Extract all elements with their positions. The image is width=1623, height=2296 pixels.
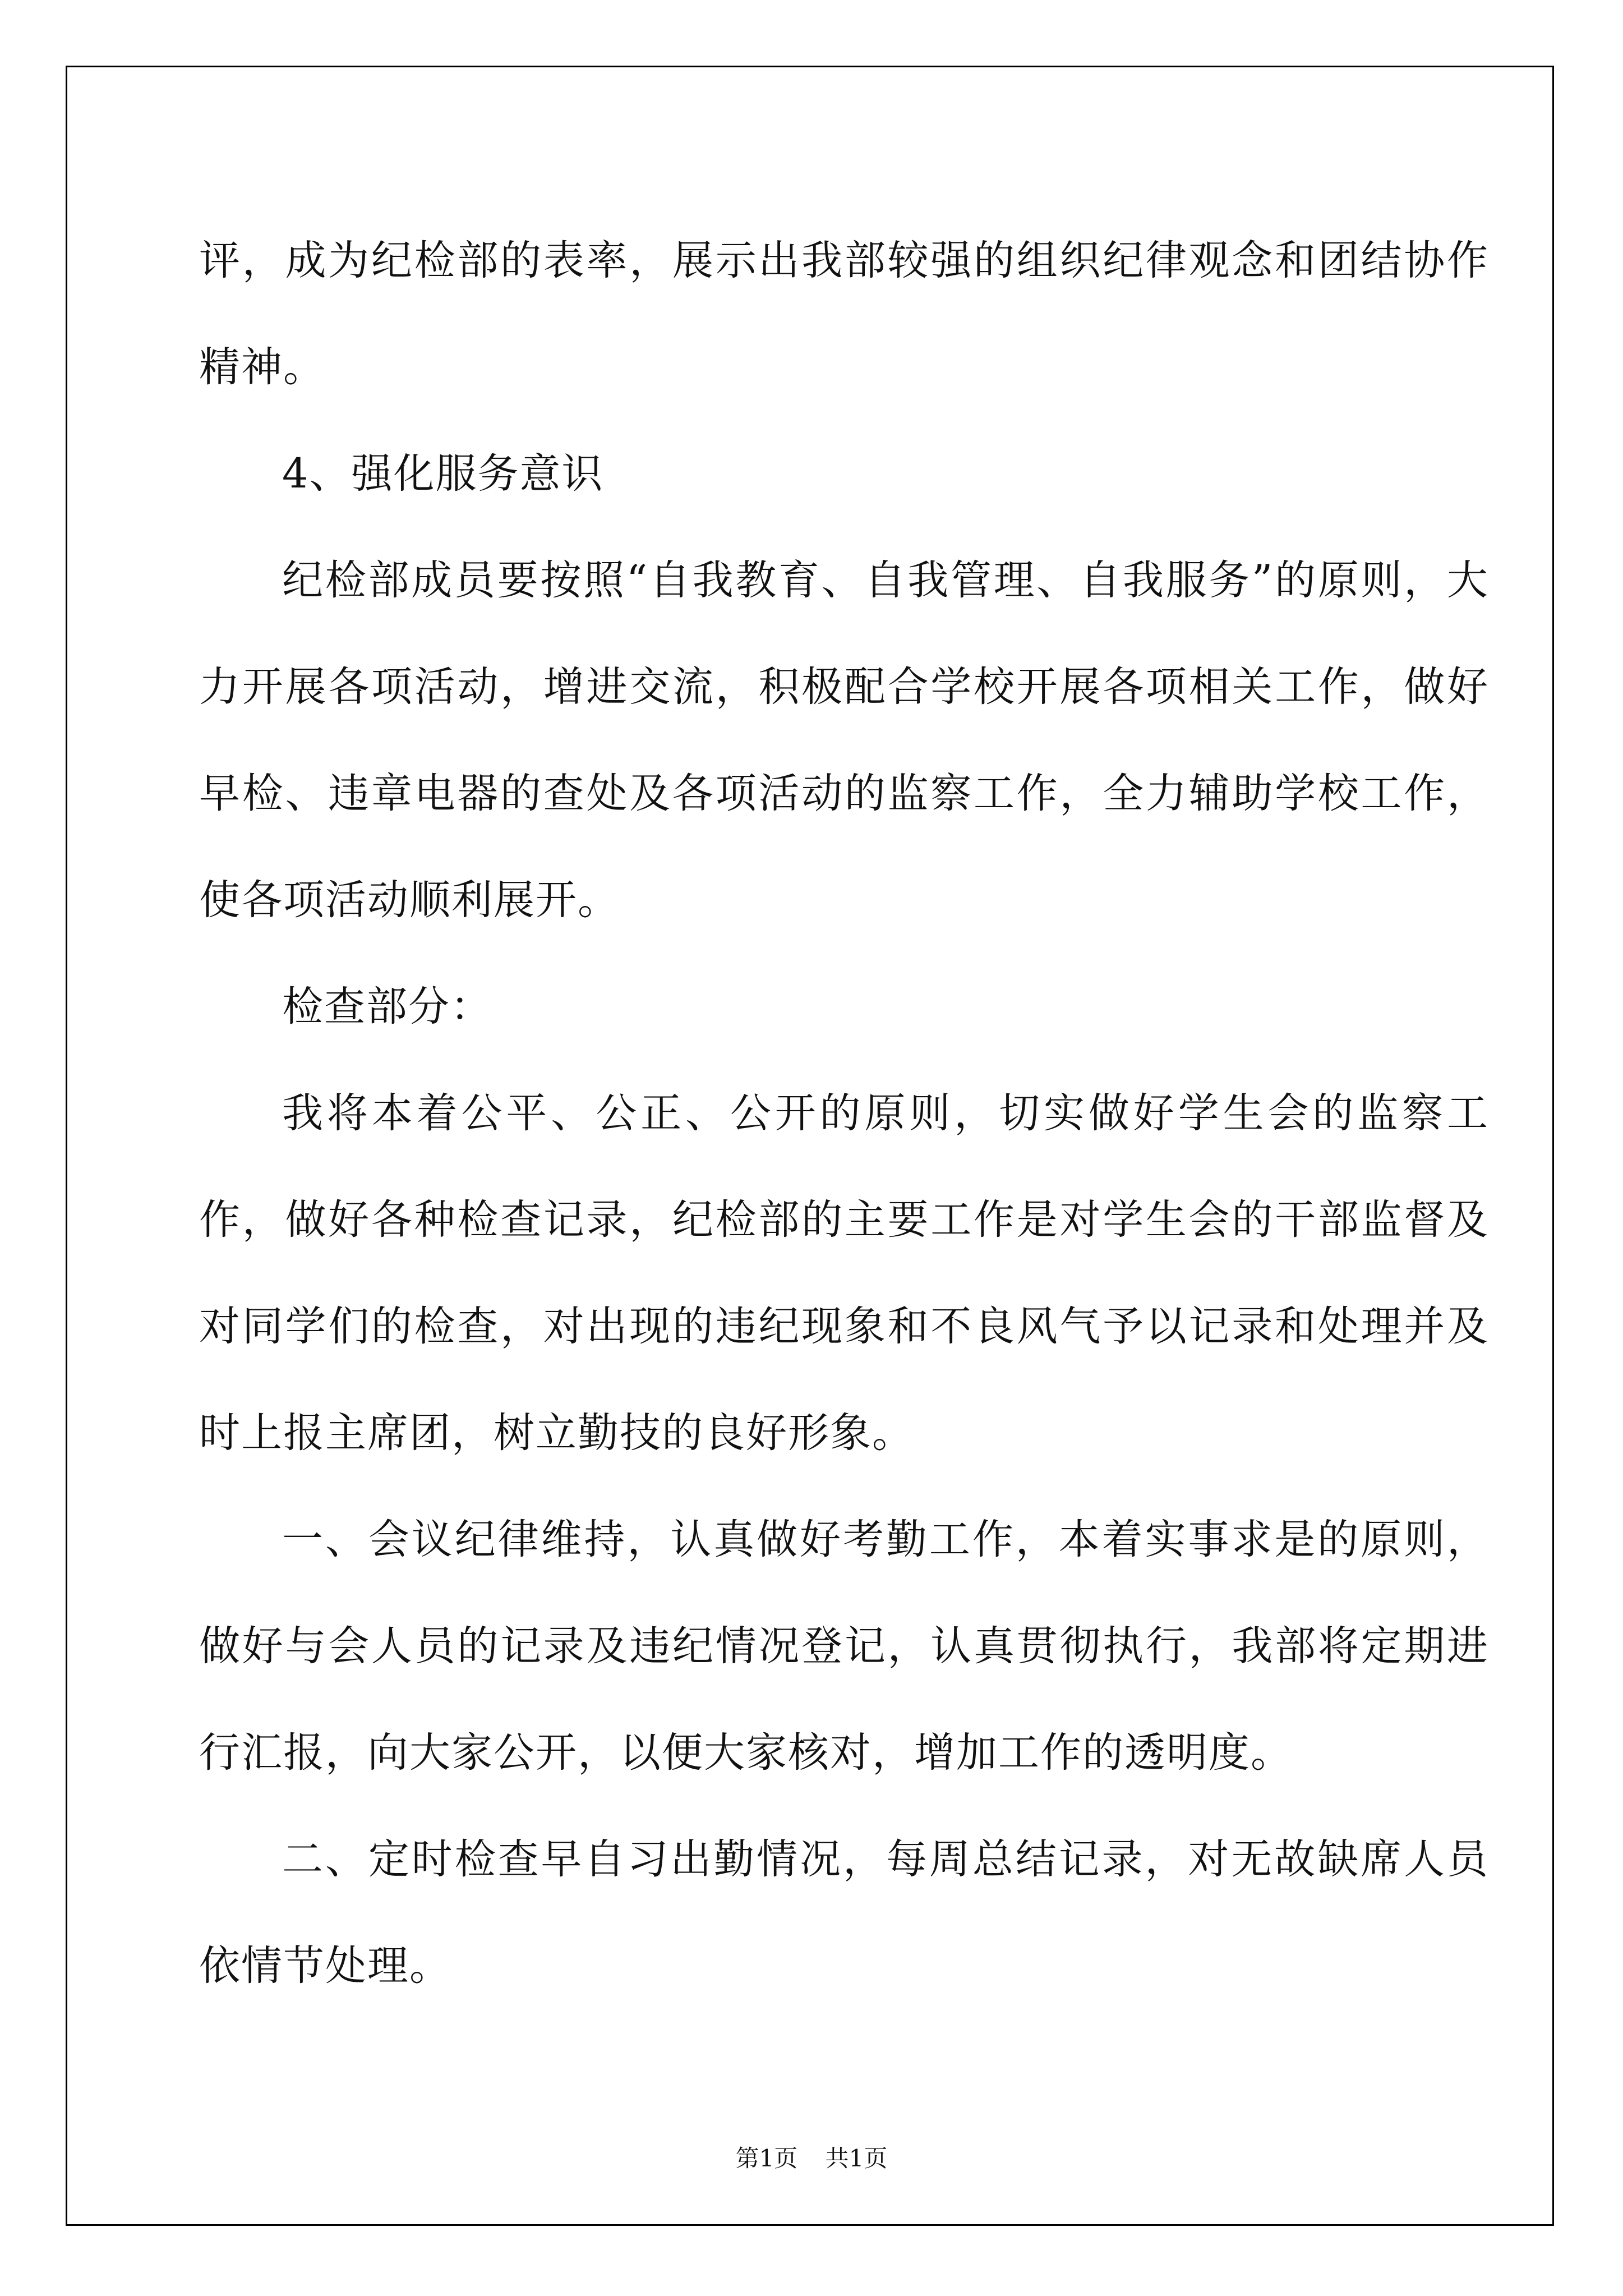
page-total: 共1页 <box>825 2145 888 2172</box>
paragraph-5: 我将本着公平、公正、公开的原则，切实做好学生会的监察工作，做好各种检查记录，纪检部的主要工作是对学生会的干部监督及对同学们的检查，对出现的违纪现象和不良风气予以记录和处理并及时上报主席团，树立勤技的良好形象。 <box>199 1089 1489 1457</box>
paragraph-7: 二、定时检查早自习出勤情况，每周总结记录，对无故缺席人员依情节处理。 <box>199 1835 1489 1990</box>
page-number: 第1页 <box>735 2145 798 2172</box>
paragraph-2: 4、强化服务意识 <box>282 450 604 498</box>
paragraph-1: 评，成为纪检部的表率，展示出我部较强的组织纪律观念和团结协作精神。 <box>199 237 1489 391</box>
page-footer <box>0 2140 1623 2174</box>
paragraph-3: 纪检部成员要按照“自我教育、自我管理、自我服务”的原则，大力开展各项活动，增进交流，积极配合学校开展各项相关工作，做好早检、违章电器的查处及各项活动的监察工作，全力辅助学校工作，使各项活动顺利展开。 <box>199 556 1489 924</box>
paragraph-4: 检查部分： <box>282 983 492 1030</box>
document-body <box>199 208 1489 2019</box>
paragraph-6: 一、会议纪律维持，认真做好考勤工作，本着实事求是的原则，做好与会人员的记录及违纪情况登记，认真贯彻执行，我部将定期进行汇报，向大家公开，以便大家核对，增加工作的透明度。 <box>199 1516 1489 1777</box>
